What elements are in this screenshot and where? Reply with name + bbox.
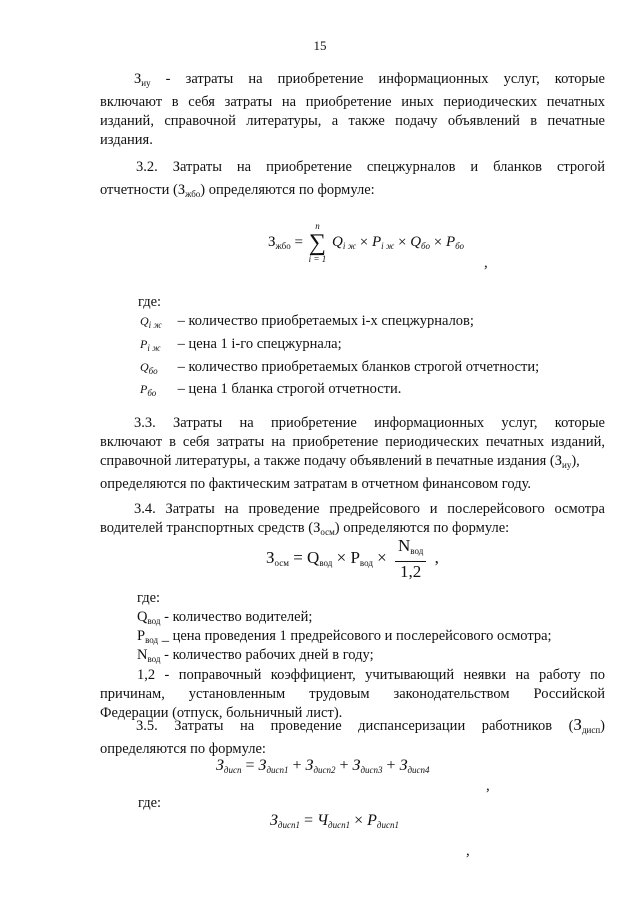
formula-zdisp1 (270, 812, 399, 830)
section-3-3 (100, 414, 605, 494)
equals-sign: = (245, 757, 255, 774)
formula-lhs: $З_{дисп}$ (216, 757, 242, 775)
times-sign: × (354, 812, 364, 829)
formula-term: $Q_{вод}$ (307, 547, 333, 568)
fraction: $\frac{N_{вод}}{1,2}$ (395, 536, 426, 582)
definition-item: $N_{вод}$ - количество рабочих дней в году; (137, 647, 374, 664)
definition-item: $Q_{i ж}$ – количество приобретаемых i-х спецжурналов; (140, 313, 474, 330)
section-3-5-intro (100, 715, 605, 759)
formula-lhs: $З_{дисп1}$ (270, 812, 300, 830)
paragraph-text: - затраты на приобретение информационных услуг, которые (150, 71, 605, 87)
paragraph-line: издания. (100, 132, 153, 148)
definition-item: $Q_{бо}$ – количество приобретаемых бланков строгой отчетности; (140, 359, 540, 376)
formula-term: $P_{бо}$ (445, 234, 465, 252)
formula-zhbo (268, 222, 464, 264)
symbol: З (134, 71, 142, 87)
page-number: 15 (313, 38, 327, 53)
formula-zosm (266, 536, 439, 582)
times-sign: × (336, 547, 347, 567)
equals-sign: = (303, 812, 314, 829)
formula-term: $Ч_{дисп1}$ (317, 812, 351, 830)
times-sign: × (433, 234, 443, 251)
paragraph-line (100, 70, 605, 93)
plus-sign: + (339, 757, 349, 774)
paragraph-line: отчетности $(З_{жбо})$ определяются по формуле: (100, 182, 375, 199)
equals-sign: = (294, 234, 303, 251)
paragraph-line: определяются по фактическим затратам в отчетном финансовом году. (100, 476, 532, 492)
symbol-subscript: жбо (185, 189, 201, 199)
symbol: З (177, 182, 186, 198)
paragraph-line: 3.2. Затраты на приобретение спецжурналов и бланков строгой (136, 159, 605, 175)
formula-comma: , (486, 778, 490, 794)
equals-sign: = (293, 547, 303, 567)
paragraph-line: определяются по формуле: (100, 741, 266, 757)
formula-term: $P_{i ж}$ (371, 234, 395, 252)
paragraph-line: 3.4. Затраты на проведение предрейсового и послерейсового осмотра (134, 501, 605, 517)
formula-term: $Q_{i ж}$ (332, 234, 356, 252)
paragraph-line: Федерации (отпуск, больничный лист). (100, 705, 343, 721)
paragraph-line: 3.5. Затраты на проведение диспансеризации работников $(З_{дисп})$ (136, 715, 605, 735)
definition-item: $P_{i ж}$ – цена 1 i-го спецжурнала; (140, 336, 342, 353)
definition-item: $P_{вод}$ _ цена проведения 1 предрейсового и послерейсового осмотра; (137, 628, 552, 645)
where-label: где: (138, 294, 162, 310)
formula-zdisp (216, 757, 430, 775)
paragraph-line: включают в себя затраты на приобретение иных периодических печатных (100, 94, 605, 110)
formula-comma: , (484, 255, 488, 271)
plus-sign: + (292, 757, 302, 774)
formula-term: $З_{дисп1}$ (258, 757, 289, 775)
formula-term: $P_{дисп1}$ (367, 812, 399, 830)
formula-term: $З_{дисп4}$ (399, 757, 430, 775)
sum-symbol: n ∑ i = 1 (308, 221, 327, 264)
paragraph-text: отчетности (100, 182, 170, 198)
where-label: где: (138, 795, 162, 811)
section-3-2-intro (100, 158, 605, 204)
paragraph-line: включают в себя затраты на приобретение периодических печатных изданий, (100, 434, 605, 450)
where-label: где: (137, 590, 161, 606)
formula-term: $З_{дисп2}$ (305, 757, 336, 775)
paragraph-line: справочной литературы, а также подачу объявлений в печатные издания $(З_{иу})$, (100, 453, 580, 470)
formula-lhs: $З_{осм}$ (266, 547, 289, 568)
paragraph-line: водителей транспортных средств $(З_{осм})$ определяются по формуле: (100, 520, 510, 537)
formula-term: $P_{вод}$ (350, 547, 373, 568)
symbol-subscript: иу (141, 78, 151, 88)
times-sign: × (359, 234, 369, 251)
paragraph-line: 1,2 - поправочный коэффициент, учитывающий неявки на работу по (137, 667, 605, 683)
definition-item: $P_{бо}$ – цена 1 бланка строгой отчетности. (140, 381, 402, 398)
formula-lhs: $З_{жбо}$ (268, 234, 291, 252)
paragraph-ziu (100, 70, 605, 150)
paragraph-line: 3.3. Затраты на приобретение информационных услуг, которые (134, 415, 605, 431)
paragraph-line: причинам, установленным трудовым законодательством Российской (100, 686, 605, 702)
times-sign: × (377, 547, 387, 567)
plus-sign: + (386, 757, 396, 774)
paragraph-text: определяются по формуле: (208, 182, 375, 198)
paragraph-line: изданий, справочной литературы, а также подачу объявлений в печатные (100, 113, 605, 129)
formula-term: $З_{дисп3}$ (352, 757, 383, 775)
times-sign: × (397, 234, 407, 251)
formula-comma: , (434, 547, 439, 567)
formula-term: $Q_{бо}$ (410, 234, 430, 252)
definition-item: $Q_{вод}$ - количество водителей; (137, 609, 313, 626)
formula-comma: , (466, 843, 470, 859)
